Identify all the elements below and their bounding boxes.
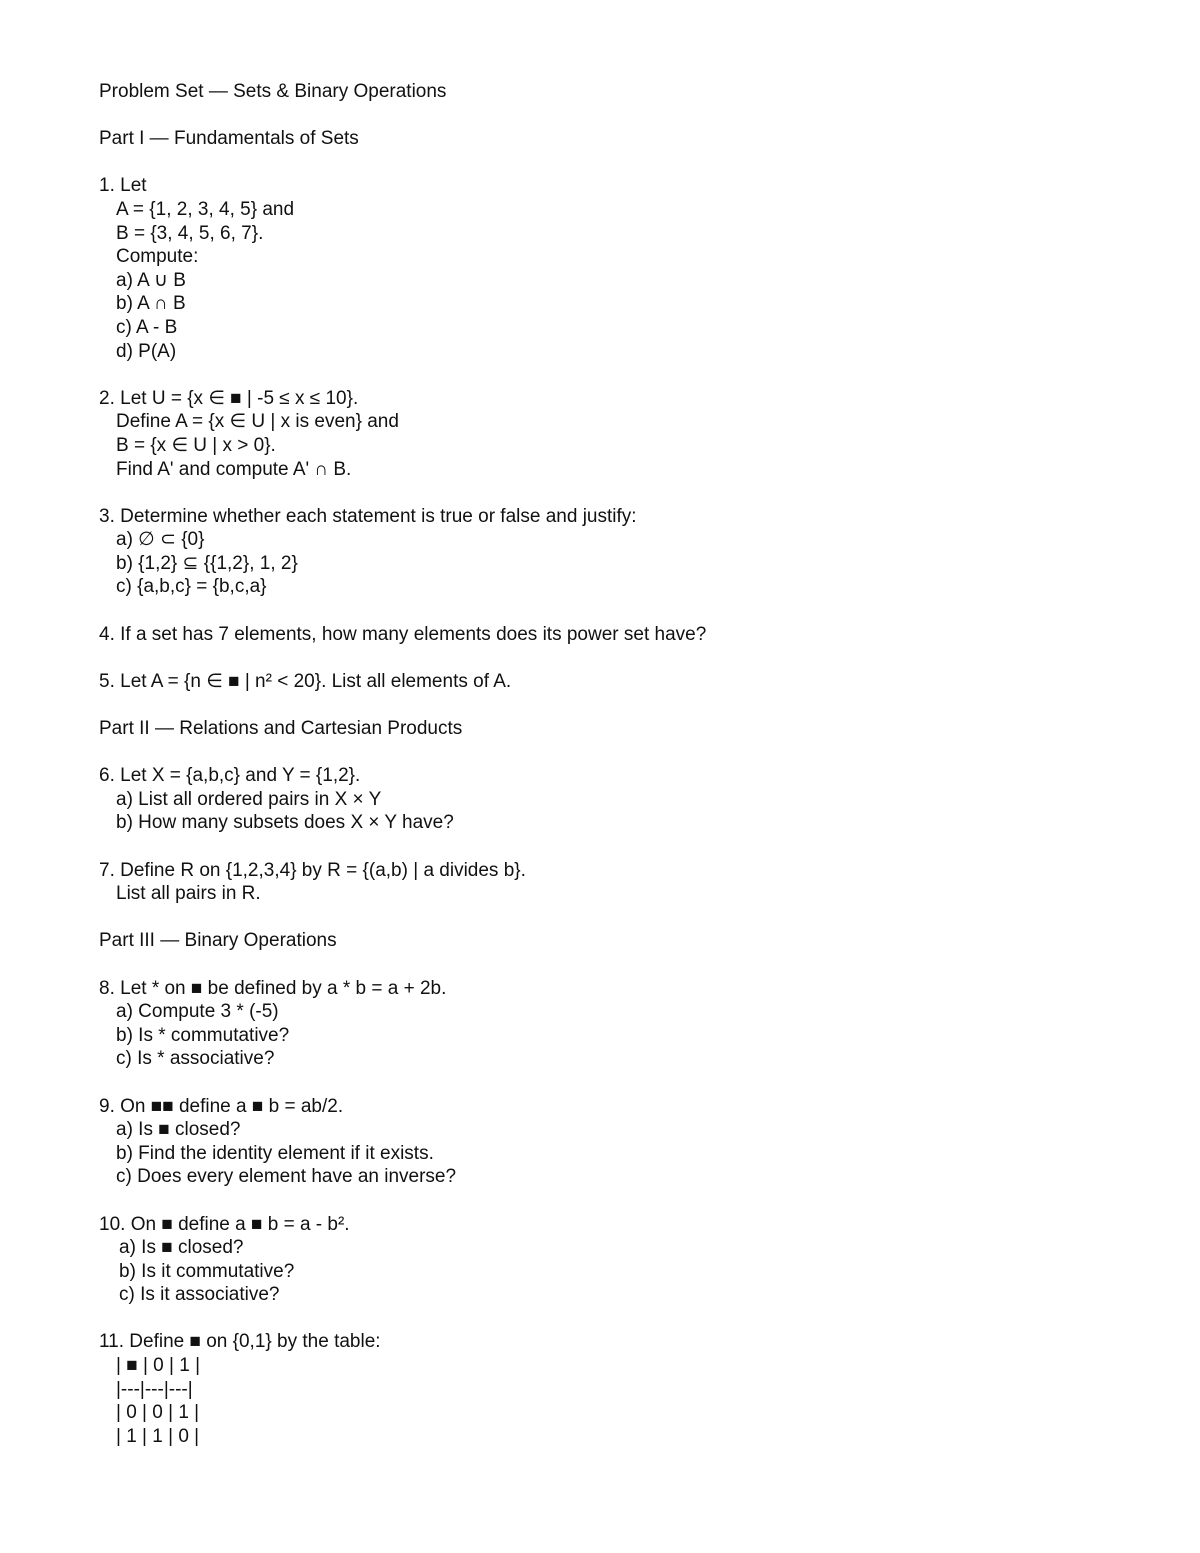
question-1-intro: 1. Let: [99, 175, 147, 197]
spacer: [99, 741, 1099, 765]
table-row: | 0 | 0 | 1 |: [116, 1402, 200, 1424]
question-10: [99, 1213, 1099, 1307]
question-3-intro: 3. Determine whether each statement is true or false and justify:: [99, 505, 637, 527]
document-title: Problem Set — Sets & Binary Operations: [99, 81, 447, 102]
part-2-heading: Part II — Relations and Cartesian Products: [99, 718, 463, 740]
spacer: [99, 835, 1099, 859]
spacer: [99, 693, 1099, 717]
question-10-intro: 10. On ■ define a ■ b = a - b².: [99, 1213, 350, 1235]
question-line: b) Is * commutative?: [116, 1024, 290, 1046]
question-line: a) Is ■ closed?: [116, 1119, 241, 1141]
question-11: [99, 1330, 1099, 1448]
question-line: c) A - B: [116, 316, 178, 338]
question-8: [99, 977, 1099, 1071]
question-line: B = {x ∈ U | x > 0}.: [116, 434, 276, 456]
question-line: Compute:: [116, 246, 199, 268]
question-line: c) Is it associative?: [119, 1284, 280, 1306]
spacer: [99, 1189, 1099, 1213]
question-line: a) Is ■ closed?: [119, 1237, 244, 1259]
question-4: 4. If a set has 7 elements, how many elements does its power set have?: [99, 623, 707, 645]
spacer: [99, 151, 1099, 175]
table-row: | ■ | 0 | 1 |: [116, 1355, 201, 1377]
question-line: c) Does every element have an inverse?: [116, 1166, 457, 1188]
question-9-intro: 9. On ■■ define a ■ b = ab/2.: [99, 1095, 344, 1117]
question-line: d) P(A): [116, 340, 177, 362]
question-line: a) ∅ ⊂ {0}: [116, 529, 205, 551]
spacer: [99, 599, 1099, 623]
spacer: [99, 646, 1099, 670]
question-line: Find A' and compute A' ∩ B.: [116, 458, 352, 480]
question-2-intro: 2. Let U = {x ∈ ■ | -5 ≤ x ≤ 10}.: [99, 387, 359, 409]
question-line: b) A ∩ B: [116, 293, 186, 315]
table-row: | 1 | 1 | 0 |: [116, 1425, 200, 1447]
question-line: b) {1,2} ⊆ {{1,2}, 1, 2}: [116, 552, 298, 574]
question-line: c) Is * associative?: [116, 1048, 275, 1070]
question-8-intro: 8. Let * on ■ be defined by a * b = a + 2b.: [99, 977, 447, 999]
question-line: List all pairs in R.: [116, 883, 261, 905]
question-line: b) Is it commutative?: [119, 1260, 295, 1282]
question-11-intro: 11. Define ■ on {0,1} by the table:: [99, 1331, 381, 1353]
document-page: [99, 80, 1099, 1448]
part-1-heading: Part I — Fundamentals of Sets: [99, 128, 359, 150]
question-line: Define A = {x ∈ U | x is even} and: [116, 411, 399, 433]
part-3-heading: Part III — Binary Operations: [99, 930, 337, 952]
question-line: b) Find the identity element if it exists.: [116, 1142, 434, 1164]
question-7-intro: 7. Define R on {1,2,3,4} by R = {(a,b) | a divides b}.: [99, 859, 526, 881]
question-6: [99, 764, 1099, 835]
question-3: [99, 505, 1099, 599]
spacer: [99, 953, 1099, 977]
question-9: [99, 1095, 1099, 1189]
question-line: B = {3, 4, 5, 6, 7}.: [116, 222, 264, 244]
spacer: [99, 104, 1099, 128]
table-row: |---|---|---|: [116, 1378, 193, 1400]
question-line: a) Compute 3 * (-5): [116, 1001, 279, 1023]
question-line: b) How many subsets does X × Y have?: [116, 812, 454, 834]
question-7: [99, 859, 1099, 906]
spacer: [99, 1307, 1099, 1331]
spacer: [99, 481, 1099, 505]
question-line: a) A ∪ B: [116, 269, 186, 291]
question-5: 5. Let A = {n ∈ ■ | n² < 20}. List all elements of A.: [99, 670, 512, 692]
question-line: a) List all ordered pairs in X × Y: [116, 788, 382, 810]
spacer: [99, 363, 1099, 387]
question-2: [99, 387, 1099, 481]
spacer: [99, 1071, 1099, 1095]
question-line: A = {1, 2, 3, 4, 5} and: [116, 198, 295, 220]
question-line: c) {a,b,c} = {b,c,a}: [116, 576, 267, 598]
question-1: [99, 174, 1099, 363]
spacer: [99, 906, 1099, 930]
question-6-intro: 6. Let X = {a,b,c} and Y = {1,2}.: [99, 765, 361, 787]
